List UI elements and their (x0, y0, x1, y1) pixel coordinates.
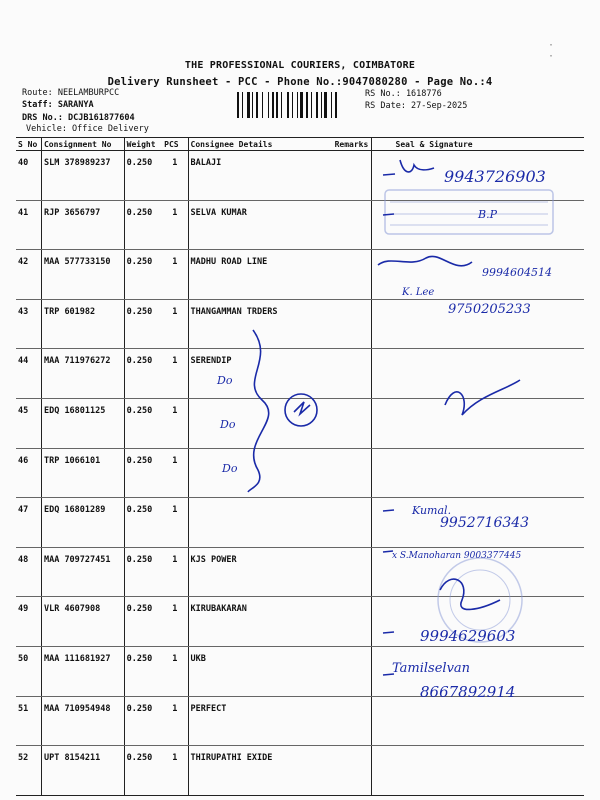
col-consignment: Consignment No (41, 138, 124, 151)
cell-consignee: BALAJI (188, 151, 333, 201)
cell-sno: 42 (16, 250, 41, 300)
vehicle-label: Vehicle: Office Delivery (26, 124, 149, 134)
table-row (16, 250, 584, 300)
cell-remarks (333, 547, 371, 597)
cell-weight: 0.250 (124, 696, 162, 746)
scan-dots: · · (548, 40, 555, 62)
cell-sno: 43 (16, 299, 41, 349)
cell-pcs: 1 (162, 299, 188, 349)
cell-pcs: 1 (162, 200, 188, 250)
cell-consignment: RJP 3656797 (41, 200, 124, 250)
cell-consignment: VLR 4607908 (41, 597, 124, 647)
cell-seal (371, 547, 584, 597)
cell-sno: 49 (16, 597, 41, 647)
cell-consignee (188, 498, 333, 548)
cell-consignment: UPT 8154211 (41, 746, 124, 796)
table-row (16, 746, 584, 796)
table-row (16, 349, 584, 399)
cell-consignment: EDQ 16801125 (41, 398, 124, 448)
cell-consignee: PERFECT (188, 696, 333, 746)
cell-weight: 0.250 (124, 200, 162, 250)
col-weight: Weight (124, 138, 162, 151)
cell-weight: 0.250 (124, 151, 162, 201)
cell-remarks (333, 250, 371, 300)
cell-weight: 0.250 (124, 498, 162, 548)
rs-date: RS Date: 27-Sep-2025 (365, 101, 468, 111)
cell-pcs: 1 (162, 151, 188, 201)
cell-consignment: SLM 378989237 (41, 151, 124, 201)
hw-name-48: Kumal. (412, 504, 452, 517)
col-seal: Seal & Signature (371, 138, 584, 151)
cell-seal (371, 448, 584, 498)
hw-name-49: x S.Manoharan 9003377445 (392, 551, 522, 561)
table-row (16, 547, 584, 597)
cell-sno: 46 (16, 448, 41, 498)
cell-consignment: TRP 1066101 (41, 448, 124, 498)
cell-weight: 0.250 (124, 597, 162, 647)
cell-weight: 0.250 (124, 299, 162, 349)
cell-weight: 0.250 (124, 448, 162, 498)
rs-number: RS No.: 1618776 (365, 89, 442, 99)
cell-consignee: KIRUBAKARAN (188, 597, 333, 647)
cell-consignment: MAA 711976272 (41, 349, 124, 399)
cell-pcs: 1 (162, 696, 188, 746)
cell-weight: 0.250 (124, 646, 162, 696)
cell-seal (371, 597, 584, 647)
table-row (16, 498, 584, 548)
cell-remarks (333, 746, 371, 796)
runsheet-subtitle: Delivery Runsheet - PCC - Phone No.:9047080280 - Page No.:4 (107, 76, 493, 88)
cell-remarks (333, 151, 371, 201)
cell-pcs: 1 (162, 250, 188, 300)
table-header-row (16, 138, 584, 151)
cell-consignee: SERENDIP (188, 349, 333, 399)
cell-seal (371, 398, 584, 448)
cell-sno: 48 (16, 547, 41, 597)
cell-remarks (333, 646, 371, 696)
cell-seal (371, 299, 584, 349)
cell-sno: 45 (16, 398, 41, 448)
table-row (16, 696, 584, 746)
cell-weight: 0.250 (124, 398, 162, 448)
cell-remarks (333, 299, 371, 349)
cell-seal (371, 646, 584, 696)
cell-sno: 47 (16, 498, 41, 548)
table-row (16, 597, 584, 647)
table-row (16, 200, 584, 250)
cell-pcs: 1 (162, 597, 188, 647)
cell-consignee: UKB (188, 646, 333, 696)
hw-phone-48: 9952716343 (440, 515, 530, 531)
cell-consignee: THIRUPATHI EXIDE (188, 746, 333, 796)
cell-pcs: 1 (162, 349, 188, 399)
table-row (16, 646, 584, 696)
cell-weight: 0.250 (124, 746, 162, 796)
table-row (16, 398, 584, 448)
cell-remarks (333, 597, 371, 647)
cell-consignee: THANGAMMAN TRDERS (188, 299, 333, 349)
hw-ditto-47: Do (222, 462, 238, 475)
cell-seal (371, 498, 584, 548)
cell-seal (371, 200, 584, 250)
cell-weight: 0.250 (124, 547, 162, 597)
hw-phone-40: 9943726903 (444, 167, 546, 186)
cell-sno: 40 (16, 151, 41, 201)
col-remarks: Remarks (333, 138, 371, 151)
cell-consignee: KJS POWER (188, 547, 333, 597)
cell-consignment: EDQ 16801289 (41, 498, 124, 548)
cell-consignee (188, 448, 333, 498)
hw-ditto-46: Do (220, 418, 236, 431)
cell-seal (371, 349, 584, 399)
col-sno: S No (16, 138, 41, 151)
cell-seal (371, 250, 584, 300)
hw-phone-52: 8667892914 (420, 683, 516, 701)
cell-consignment: MAA 111681927 (41, 646, 124, 696)
cell-consignee: SELVA KUMAR (188, 200, 333, 250)
barcode (237, 92, 359, 118)
cell-seal (371, 696, 584, 746)
table-row (16, 448, 584, 498)
cell-consignee: MADHU ROAD LINE (188, 250, 333, 300)
route-label: Route: NEELAMBURPCC (22, 88, 120, 98)
cell-remarks (333, 398, 371, 448)
cell-sno: 41 (16, 200, 41, 250)
table-row (16, 299, 584, 349)
cell-consignee (188, 398, 333, 448)
cell-seal (371, 746, 584, 796)
cell-consignment: TRP 601982 (41, 299, 124, 349)
hw-ditto-45: Do (217, 374, 233, 387)
cell-pcs: 1 (162, 448, 188, 498)
cell-remarks (333, 349, 371, 399)
cell-consignment: MAA 577733150 (41, 250, 124, 300)
cell-sno: 50 (16, 646, 41, 696)
cell-remarks (333, 696, 371, 746)
hw-phone-42: 9994604514 (482, 266, 552, 279)
cell-weight: 0.250 (124, 349, 162, 399)
hw-phone-43: 9750205233 (448, 302, 531, 317)
col-consignee: Consignee Details (188, 138, 333, 151)
cell-sno: 51 (16, 696, 41, 746)
runsheet-table (16, 137, 584, 796)
drs-number: DRS No.: DCJB161877604 (22, 113, 135, 123)
cell-consignment: MAA 710954948 (41, 696, 124, 746)
cell-pcs: 1 (162, 547, 188, 597)
table-row (16, 151, 584, 201)
cell-pcs: 1 (162, 646, 188, 696)
cell-remarks (333, 498, 371, 548)
col-pcs: PCS (162, 138, 188, 151)
cell-consignment: MAA 709727451 (41, 547, 124, 597)
company-title: THE PROFESSIONAL COURIERS, COIMBATORE (184, 60, 416, 71)
cell-sno: 44 (16, 349, 41, 399)
hw-phone-51: 9994629603 (420, 627, 516, 645)
cell-weight: 0.250 (124, 250, 162, 300)
cell-sno: 52 (16, 746, 41, 796)
cell-seal (371, 151, 584, 201)
hw-initials-41: B.P (478, 208, 497, 221)
cell-pcs: 1 (162, 498, 188, 548)
staff-label: Staff: SARANYA (22, 100, 94, 110)
hw-name-43: K. Lee (402, 287, 435, 298)
cell-pcs: 1 (162, 746, 188, 796)
cell-pcs: 1 (162, 398, 188, 448)
hw-name-52: Tamilselvan (392, 661, 471, 676)
cell-remarks (333, 448, 371, 498)
cell-remarks (333, 200, 371, 250)
